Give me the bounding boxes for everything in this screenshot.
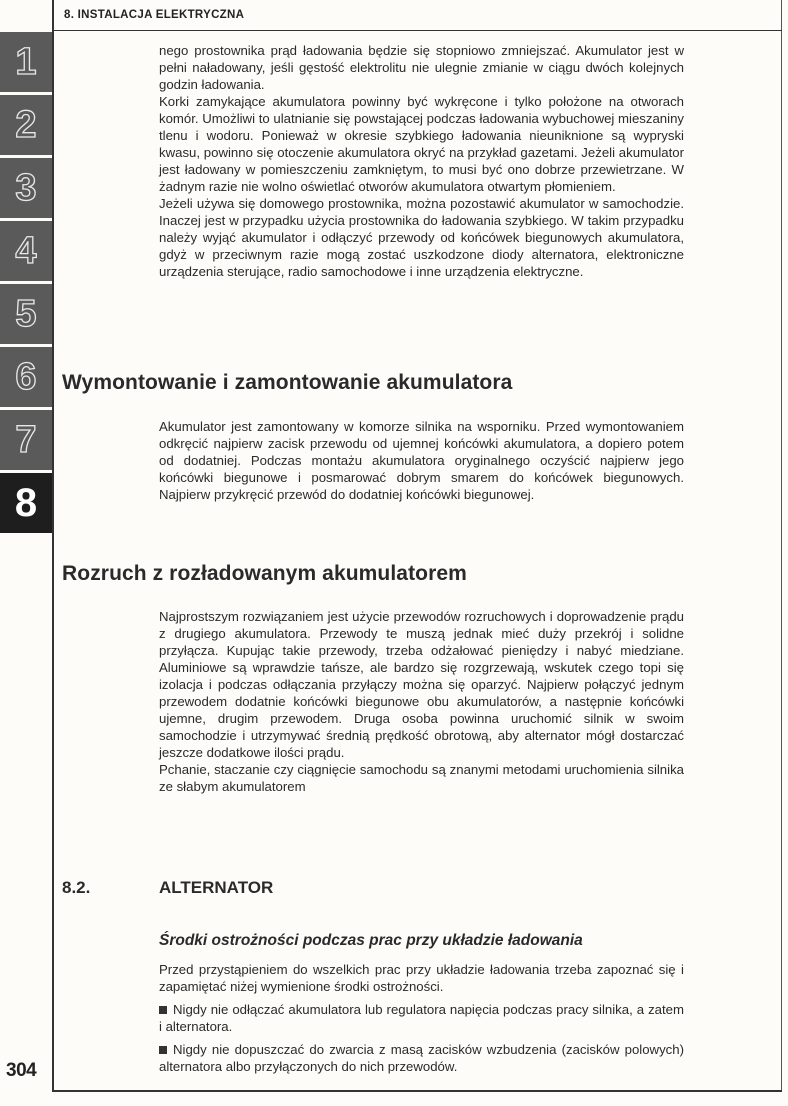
- intro-text: [159, 42, 684, 280]
- right-border-line: [781, 0, 782, 1090]
- chapter-tab-3[interactable]: [0, 158, 52, 221]
- paragraph: Najprostszym rozwiązaniem jest użycie przewodów rozruchowych i doprowadzenie prądu z drugiego akumulatora. Przewody te muszą jednak mieć duży przekrój i solidne przyłącza. Kupując takie przewody, trzeba odżałować pieniędzy i nabyć miedziane. Aluminiowe są wprawdzie tańsze, ale bardzo się rozgrzewają, wskutek czego topi się izolacja i podczas odłączania przyłączy można się oparzyć. Najpierw połączyć jednym przewodem dodatnie końcówki biegunowe obu akumulatorów, a następnie końcówki ujemne, drugim przewodem. Druga osoba powinna uruchomić silnik w swoim samochodzie i utrzymywać średnią prędkość obrotową, aby alternator mógł dostarczać jeszcze dodatkowe ilości prądu.: [159, 609, 684, 760]
- chapter-tabs: [0, 32, 52, 536]
- bullet-item: [159, 1001, 684, 1035]
- paragraph: nego prostownika prąd ładowania będzie się stopniowo zmniejszać. Akumulator jest w pełni naładowany, jeśli gęstość elektrolitu nie ulegnie zmianie w ciągu dwóch kolejnych godzin ładowania.: [159, 43, 684, 92]
- subheading-precautions: Środki ostrożności podczas prac przy układzie ładowania: [159, 932, 583, 949]
- jumpstart-text: [159, 608, 684, 795]
- page-header: [52, 0, 782, 31]
- chapter-tab-4[interactable]: [0, 221, 52, 284]
- chapter-tab-5[interactable]: [0, 284, 52, 347]
- section-heading-removal: Wymontowanie i zamontowanie akumulatora: [62, 371, 513, 394]
- removal-text: [159, 418, 684, 503]
- bullet-square-icon: [159, 1006, 167, 1014]
- section-heading-alternator: ALTERNATOR: [159, 878, 274, 897]
- section-number: 8.2.: [62, 878, 91, 897]
- chapter-tab-label: 3: [15, 166, 37, 209]
- bottom-border-line: [52, 1090, 782, 1092]
- paragraph: Pchanie, staczanie czy ciągnięcie samochodu są znanymi metodami uruchomienia silnika ze słabym akumulatorem: [159, 762, 684, 794]
- chapter-tab-label: 4: [15, 229, 37, 272]
- bullet-text: Nigdy nie dopuszczać do zwarcia z masą zacisków wzbudzenia (zacisków polowych) alternatora albo przyłączonych do nich przewodów.: [159, 1042, 684, 1074]
- chapter-tab-label: 2: [15, 103, 37, 146]
- paragraph: Korki zamykające akumulatora powinny być wykręcone i tylko położone na otworach komór. Umożliwi to ulatnianie się powstającej podczas ładowania wybuchowej mieszaniny tlenu i wodoru. Ponieważ w okresie szybkiego ładowania nieuniknione są wypryski kwasu, powinno się otoczenie akumulatora okryć na przykład gazetami. Jeżeli akumulator jest ładowany w pomieszczeniu zamkniętym, to musi być ono dobrze przewietrzane. W żadnym razie nie wolno oświetlać otworów akumulatora otwartym płomieniem.: [159, 94, 684, 194]
- chapter-tab-2[interactable]: [0, 95, 52, 158]
- chapter-tab-label: 6: [15, 355, 37, 398]
- chapter-tab-label: 7: [15, 418, 37, 461]
- bullet-square-icon: [159, 1046, 167, 1054]
- bullet-text: Nigdy nie odłączać akumulatora lub regulatora napięcia podczas pracy silnika, a zatem i alternatora.: [159, 1002, 684, 1034]
- chapter-tab-7[interactable]: [0, 410, 52, 473]
- chapter-tab-1[interactable]: [0, 32, 52, 95]
- chapter-tab-6[interactable]: [0, 347, 52, 410]
- paragraph: Akumulator jest zamontowany w komorze silnika na wsporniku. Przed wymontowaniem odkręcić najpierw zacisk przewodu od ujemnej końcówki akumulatora, a dopiero potem od dodatniej. Podczas montażu akumulatora oryginalnego oczyścić najpierw jego końcówki biegunowe i posmarować dobrym smarem do końcówek biegunowych. Najpierw przykręcić przewód do dodatniej końcówki biegunowej.: [159, 419, 684, 502]
- chapter-tab-label: 5: [15, 292, 37, 335]
- bullet-item: [159, 1041, 684, 1075]
- left-border-line: [52, 0, 54, 1090]
- paragraph: Przed przystąpieniem do wszelkich prac przy układzie ładowania trzeba zapoznać się i zapamiętać niżej wymienione środki ostrożności.: [159, 962, 684, 994]
- chapter-tab-8[interactable]: [0, 473, 52, 536]
- chapter-tab-label: 8: [14, 480, 38, 525]
- page-number: 304: [6, 1060, 37, 1081]
- section-heading-jumpstart: Rozruch z rozładowanym akumulatorem: [62, 562, 467, 585]
- chapter-tab-label: 1: [15, 40, 37, 83]
- alternator-text: [159, 961, 684, 1075]
- section-title: 8. INSTALACJA ELEKTRYCZNA: [64, 9, 245, 21]
- paragraph: Jeżeli używa się domowego prostownika, można pozostawić akumulator w samochodzie. Inaczej jest w przypadku użycia prostownika do ładowania szybkiego. W takim przypadku należy wyjąć akumulator i odłączyć przewody od końcówek biegunowych akumulatora, gdyż w przeciwnym razie mogą zostać uszkodzone diody alternatora, elektroniczne urządzenia sterujące, radio samochodowe i inne urządzenia elektryczne.: [159, 196, 684, 279]
